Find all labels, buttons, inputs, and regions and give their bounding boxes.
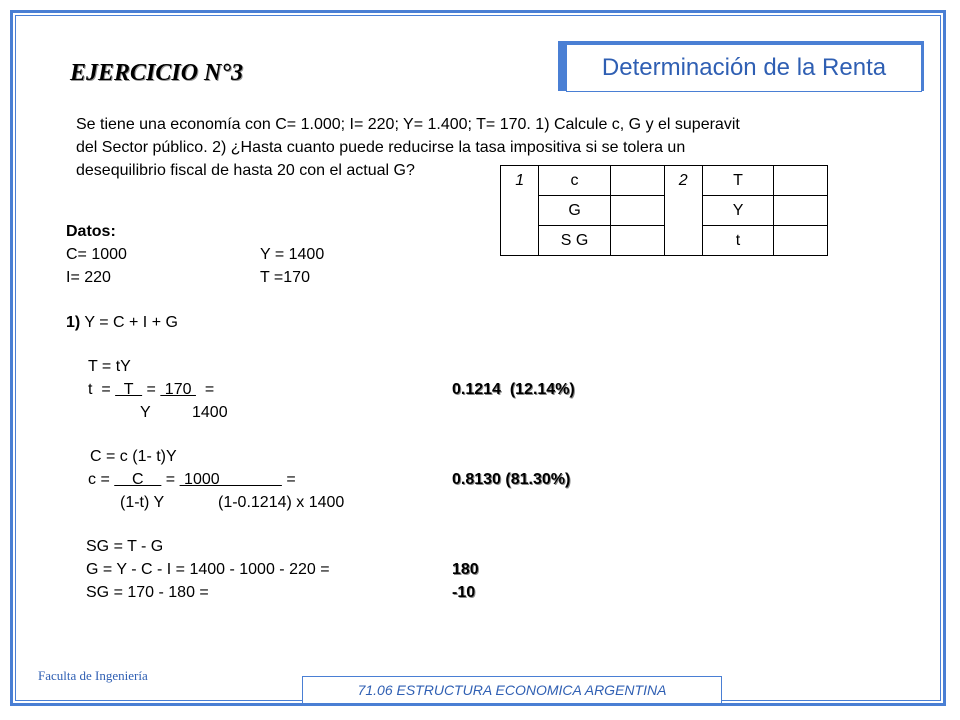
statement-line: Se tiene una economía con C= 1.000; I= 220; Y= 1.400; T= 170. 1) Calcule c, G y el superavit: [76, 116, 740, 133]
g-result: 180: [452, 561, 479, 578]
grid-value-cell: [774, 196, 828, 226]
c-numerator: C: [114, 471, 162, 488]
header-title: Determinación de la Renta: [566, 44, 922, 92]
grid-value-cell: [774, 166, 828, 196]
datos-c: C= 1000: [66, 246, 127, 263]
sg-computation: SG = 170 - 180 =: [86, 584, 209, 601]
grid-label-T: T: [702, 166, 774, 196]
g-computation: G = Y - C - I = 1400 - 1000 - 220 =: [86, 561, 330, 578]
footer-course: 71.06 ESTRUCTURA ECONOMICA ARGENTINA: [302, 676, 722, 704]
grid-value-cell: [774, 226, 828, 256]
t-equals: =: [195, 381, 215, 398]
c-result: 0.8130 (81.30%): [452, 471, 571, 488]
t-denominator: Y: [140, 404, 151, 421]
grid-number-2: 2: [664, 166, 702, 256]
t-fraction-line: [88, 381, 214, 399]
grid-label-Y: Y: [702, 196, 774, 226]
datos-y: Y = 1400: [260, 246, 325, 263]
c-mid: =: [161, 471, 180, 488]
exercise-title: EJERCICIO N°3: [70, 60, 243, 86]
part1-line: [66, 314, 178, 332]
grid-label-c: c: [539, 166, 611, 196]
t-prefix: t =: [88, 381, 116, 398]
t-denominator-value: 1400: [192, 404, 228, 421]
statement-line: desequilibrio fiscal de hasta 20 con el actual G?: [76, 162, 415, 179]
answer-grid: [500, 165, 828, 256]
datos-i: I= 220: [66, 269, 111, 286]
c-denominator-value: (1-0.1214) x 1400: [218, 494, 345, 511]
grid-value-cell: [610, 166, 664, 196]
datos-heading: Datos:: [66, 223, 116, 240]
t-numerator-value: 170: [160, 381, 196, 398]
t-result: 0.1214 (12.14%): [452, 381, 575, 398]
c-equals: =: [281, 471, 296, 488]
part1-label: 1): [66, 314, 81, 331]
grid-label-t: t: [702, 226, 774, 256]
grid-value-cell: [610, 226, 664, 256]
t-numerator: T: [115, 381, 143, 398]
c-fraction-line: [88, 471, 296, 489]
t-equation: T = tY: [88, 358, 131, 375]
grid-label-G: G: [539, 196, 611, 226]
t-mid: =: [142, 381, 161, 398]
c-numerator-value: 1000: [179, 471, 282, 488]
footer-faculty: Faculta de Ingeniería: [38, 668, 148, 683]
c-denominator: (1-t) Y: [120, 494, 165, 511]
grid-number-1: 1: [501, 166, 539, 256]
c-prefix: c =: [88, 471, 115, 488]
part1-equation: Y = C + I + G: [80, 314, 178, 331]
statement-line: del Sector público. 2) ¿Hasta cuanto puede reducirse la tasa impositiva si se tolera un: [76, 139, 686, 156]
datos-t: T =170: [260, 269, 310, 286]
grid-label-SG: S G: [539, 226, 611, 256]
sg-result: -10: [452, 584, 476, 601]
sg-equation: SG = T - G: [86, 538, 164, 555]
grid-value-cell: [610, 196, 664, 226]
c-equation: C = c (1- t)Y: [90, 448, 177, 465]
